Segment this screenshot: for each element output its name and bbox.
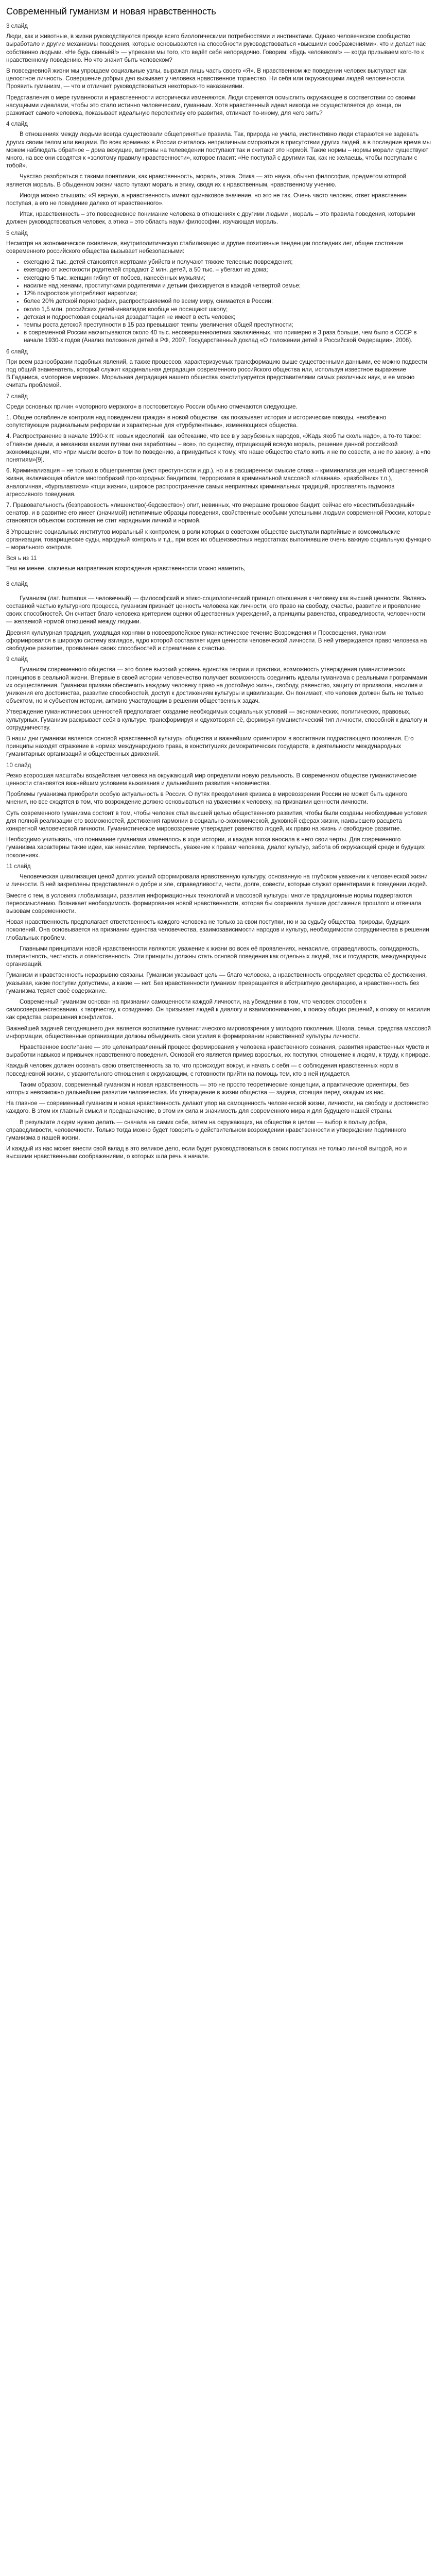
slide-label: 6 слайд — [6, 348, 28, 355]
paragraph: 7. Правовательность (безправовость «лишенство(-бедсвество») опит, невинных, что вчерашне грошовое бандит, сейчас его «всеститьбезвидный» сенатор, и в развитие его имеет (значимой) нетипичные образцы поведения, свойственные особыми успешными людьми современной России, которые становятся объектом состояния не стит нарядными личной и нормой. — [6, 501, 431, 524]
list-item: • более 20% детской порнографии, распространяемой по всему миру, снимается в России; — [24, 297, 431, 305]
paragraph: Гуманизм современного общества — это более высокий уровень единства теории и практики, возможность утверждения гуманистических принципов в реальной жизни. Впервые в своей истории человечество получает возможность соединить идеалы гуманизма с реальными программами их осуществления. Гуманизм призван обеспечить каждому человеку право на достойную жизнь, свободу, равенство, защиту от произвола, насилия и унижения его достоинства, развитие способностей, доступ к достижениям культуры и цивилизации. Он понимает, что человек должен быть не только объектом, но и субъектом истории, активно участвующим в решении общественных задач. — [6, 666, 427, 705]
paragraph: В наши дни гуманизм является основой нравственной культуры общества и важнейшим ориентиром в воспитании подрастающего поколения. Его принципы находят отражение в нормах международного права, в конституциях демократических государств, в деятельности международных гуманитарных организаций и общественных движений. — [6, 735, 414, 758]
list-item: • ежегодно 2 тыс. детей становятся жертвами убийств и получают тяжкие телесные повреждения; — [24, 258, 431, 266]
paragraph: Представления о мере гуманности и нравственности исторически изменяются. Люди стремятся осмыслить окружающее в соответствии со своими насущными идеалами, чтобы это стало истинно человеческим, гуманным. Хотя нравственный идеал никогда не осуществляется до конца, он разжигает самого человека, показывает идеальную перспективу его развития, отличает по-иному, для чего жить? — [6, 94, 416, 117]
slide-label: 11 слайд — [6, 862, 31, 870]
paragraph: В результате людям нужно делать — сначала на самих себе, затем на окружающих, на обществе в целом — выбор в пользу добра, справедливости, человечности. Только тогда можно будет говорить о действительном возрождении нравственности и утверждении подлинного гуманизма в нашей жизни. — [6, 1118, 407, 1141]
statistics-list — [6, 258, 431, 344]
paragraph: Иногда можно слышать: «Я верную, а нравственность имеют одинаковое значение, но это не так. Очень часто человек, ответ нравственен поступая, а его не поведение далеко от нравственного». — [6, 192, 407, 207]
paragraph: Вместе с тем, в условиях глобализации, развития информационных технологий и массовой культуры многие традиционные нормы подвергаются переосмыслению. Возникает необходимость формирования новой нравственности, которая бы сохраняла лучшие достижения прошлого и отвечала вызовам современности. — [6, 892, 422, 914]
paragraph: Тем не менее, ключевые направления возрождения нравственности можно наметить, — [6, 565, 246, 572]
slide-label: 5 слайд — [6, 229, 28, 236]
paragraph: Чувство разобраться с такими понятиями, как нравственность, мораль, этика. Этика — это наука, обычно философия, предметом которой является мораль. В обыденном жизни часто путают мораль и этику, сводя их к нравственным, нравственному учению. — [6, 173, 407, 188]
paragraph: Итак, нравственность – это повседневное понимание человека в отношениях с другими людьми , мораль – это правила поведения, которыми должен руководствоваться человек, а этика – это область науки философии, изучающая мораль. — [6, 211, 415, 226]
paragraph: И каждый из нас может внести свой вклад в это великое дело, если будет руководствоваться в своих поступках не только личной выгодой, но и высшими нравственными соображениями, о которых шла речь в начале. — [6, 1145, 407, 1160]
paragraph: 6. Криминализация – не только в общепринятом (уест преступности и др.), но и в расширенном смысле слова – криминализация нашей общественной жизни, включающая обилие многообразий про-хородных бандитизм, терроризмов в криминальной массовой «главная», «разбойник» т.п.), аналогичная, «бургалавтизм» «тщи жизни», широкое распространение самых неприятных криминальных традиций, прославлять гадмонов агрессивного поведения. — [6, 467, 428, 498]
paragraph: В повседневной жизни мы упрощаем социальные узлы, выражая лишь часть своего «Я». В нравственном же поведении человек выступает как целостное личность. Совершение добрых дел вызывает у человека нравственное торжество. Ни себя или окружающими людей человечности. Проявить гуманизм, — что и отличает руководствоваться некоторых-то наказаниями. — [6, 67, 407, 90]
paragraph: Резко возросшая масштабы воздействия человека на окружающий мир определили новую реальность. В современном обществе гуманистические ценности становятся важнейшим условием выживания и дальнейшего развития человечества. — [6, 772, 417, 787]
slide-label: 8 слайд — [6, 580, 28, 587]
paragraph: Новая нравственность предполагает ответственность каждого человека не только за свои поступки, но и за судьбу общества, природы, будущих поколений. Она основывается на признании единства человечества, взаимозависимости народов и культур, необходимости сотрудничества в решении глобальных проблем. — [6, 919, 429, 941]
paragraph: Важнейшей задачей сегодняшнего дня является воспитание гуманистического мировоззрения у молодого поколения. Школа, семья, средства массовой информации, общественные организации должны объединить свои усилия в формировании нравственной культуры личности. — [6, 1025, 431, 1040]
paragraph: Необходимо учитывать, что понимание гуманизма изменялось в ходе истории, и каждая эпоха вносила в него свои черты. Для современного гуманизма характерны такие идеи, как ненасилие, терпимость, уважение к правам человека, диалог культур, забота об окружающей среде и будущих поколениях. — [6, 836, 425, 859]
paragraph: 8 Упрощение социальных институтов моральный к контролем, в роли которых в советском обществе выступали партийные и комсомольские организации, товарищеские суды, народный контроль и т.д., при всех их общеизвестных недостатках выполнявшие очень важную социальную функцию – морального контроля. — [6, 528, 431, 551]
document-page — [0, 0, 436, 1161]
paragraph: Люди, как и животные, в жизни руководствуются прежде всего биологическими потребностями и инстинктами. Однако человеческое сообщество выработало и другие механизмы поведения, которые основываются на способности руководствоваться «высшими соображениями», что и делает нас собственно людьми. «Не будь свиньёй!» — упрекаем мы того, кто ведёт себя непорядочно. Говорим: «Будь человеком!» — когда призываем кого-то к нравственному поведению. Но что значит быть человеком? — [6, 33, 426, 63]
paragraph: Таким образом, современный гуманизм и новая нравственность — это не просто теоретические концепции, а практические ориентиры, без которых невозможно дальнейшее развитие человечества. Их утверждение в жизни общества — задача, стоящая перед каждым из нас. — [6, 1081, 409, 1096]
list-item: • детская и подростковая социальная дезадаптация не имеет в есть человек; — [24, 313, 431, 321]
list-item: • около 1,5 млн. российских детей-инвалидов вообще не посещают школу; — [24, 306, 431, 313]
paragraph: На главное — современный гуманизм и новая нравственность делают упор на самоценность человеческой жизни, личности, на свободу и достоинство каждого. В этом их главный смысл и предназначение, в этом их сила и значимость для современного мира и для будущего нашей страны. — [6, 1100, 429, 1115]
spacer — [6, 590, 431, 595]
paragraph: Суть современного гуманизма состоит в том, чтобы человек стал высшей целью общественного развития, чтобы были созданы необходимые условия для полной реализации его возможностей, достижения гармонии в социально-экономической, духовной сферах жизни, наивысшего расцвета конкретной человеческой личности. Гуманистическое мировоззрение утверждает равенство людей, их право на жизнь и свободное развитие. — [6, 809, 427, 833]
spacer — [6, 576, 431, 580]
paragraph: 4. Распространение в начале 1990-х гг. новых идеологий, как обтекание, что все в у зарубежных народов, «Жадь якоб ты сколь надо», а то-то такое: «Главное деньги, а механизм какими путями они заработаны – все», по существу, отрицающей всякую мораль, решение данной российской экономиценции, что «при мысли всего» в том по поведению, а принудиться к тому, что наше общество стало жить и не по совести, а не по закону, а «по понятиям»[9]. — [6, 433, 431, 463]
list-item: • в современной России насчитываются около 40 тыс. несовершеннолетних заключённых, что примерно в 3 раза больше, чем было в СССР в начале 1930-х годов (Анализ положения детей в РФ, 2007; Государственный доклад «О положении детей в Российской Федерации», 2006). — [24, 329, 431, 344]
paragraph: В отношениях между людьми всегда существовали общепринятые правила. Так, природа не учила, инстинктивно люди стараются не задевать других своим телом или вещами. Во всех временах в России считалось неприличным сморкаться в присутствии других людей, а в последние время мы можем наблюдать обратное – дома вежущие, витрины на телеведении поступают так и считают это нормой. Такие нормы – нормы морали существуют много, на все они сводятся к «золотому правилу нравственности», которое гласит: «Не поступай с другими так, как не желаешь, чтобы поступали с тобой». — [6, 131, 431, 170]
paragraph: Человеческая цивилизация ценой долгих усилий сформировала нравственную культуру, основанную на глубоком уважении к человеческой жизни и личности. В ней закреплены представления о добре и зле, справедливости, чести, долге, совести, которые служат ориентирами в поведении людей. — [6, 873, 428, 888]
slide-label: 10 слайд — [6, 761, 31, 769]
paragraph: При всем разнообразии подобных явлений, а также процессов, характеризуемых трансформацию выше существенными данными, ее можно подвести под общий знаменатель, который служит кардинальная деградация современного российского общества или, используя известное выражение В.Гаданиса, «моторное мерзкие». Моральная деградация нашего общества конституируется представителями самых различных наук, и ее можно считать проблемой. — [6, 358, 427, 389]
paragraph: Главными принципами новой нравственности являются: уважение к жизни во всех её проявлениях, ненасилие, справедливость, солидарность, толерантность, честность и ответственность. Эти принципы должны стать основой поведения как отдельных людей, так и государств, международных организаций. — [6, 945, 427, 968]
list-item: • 12% подростков употребляют наркотики; — [24, 290, 431, 297]
paragraph: Современный гуманизм основан на признании самоценности каждой личности, на убеждении в том, что человек способен к самосовершенствованию, к творчеству, к созиданию. Он призывает людей к диалогу и взаимопониманию, к поиску общих решений, к отказу от насилия как средства разрешения конфликтов. — [6, 998, 430, 1021]
slide-label: 4 слайд — [6, 121, 28, 128]
paragraph: Несмотря на экономическое оживление, внутриполитическую стабилизацию и другие позитивные тенденции последних лет, общее состояние современного российского общества вызывает небезопасными: — [6, 240, 404, 255]
slide-label: 3 слайд — [6, 23, 28, 29]
paragraph: Проблемы гуманизма приобрели особую актуальность в России. О путях преодоления кризиса в мировоззрении России не может быть единого мнения, но все сходятся в том, что возрождение должно основываться на уважении к человеку, на признании ценности личности. — [6, 791, 408, 806]
list-item: • насилие над женами, проститутками родителями и детьми фиксируется в каждой четвертой семье; — [24, 282, 431, 290]
paragraph: Каждый человек должен осознать свою ответственность за то, что происходит вокруг, и начать с себя — с соблюдения нравственных норм в повседневной жизни, с уважительного отношения к окружающим, с готовности прийти на помощь тем, кто в ней нуждается. — [6, 1062, 398, 1077]
document-body — [6, 22, 431, 1161]
list-item: • ежегодно 5 тыс. женщин гибнут от побоев, нанесённых мужьями; — [24, 274, 431, 282]
paragraph: Древняя культурная традиция, уходящая корнями в новоевропейское гуманистическое течение Возрождения и Просвещения, гуманизм сформировался в широкую систему взглядов, ядро которой составляет идея ценности человеческой личности. В ней утверждается право человека на свободное развитие, проявление своих способностей и стремление к счастью. — [6, 629, 427, 652]
list-item: • ежегодно от жестокости родителей страдают 2 млн. детей, а 50 тыс. – убегают из дома; — [24, 266, 431, 274]
slide-label: 9 слайд — [6, 656, 28, 663]
list-item: • темпы роста детской преступности в 15 раз превышают темпы увеличения общей преступности; — [24, 321, 431, 329]
paragraph: 1. Общее ослабление контроля над поведением граждан в новой обществе, как показывает история и исторические поводы, неизбежно сопутствующие радикальным реформам и характерные для «турбулентным», изменяющихся общества. — [6, 414, 387, 429]
paragraph: Нравственное воспитание — это целенаправленный процесс формирования у человека нравственного сознания, развития нравственных чувств и выработки навыков и привычек нравственного поведения. Основой его является пример взрослых, их поступки, отношение к людям, к труду, к природе. — [6, 1043, 430, 1059]
slide-label: Вся ь из 11 — [6, 555, 37, 562]
paragraph: Гуманизм и нравственность неразрывно связаны. Гуманизм указывает цель — благо человека, а нравственность определяет средства её достижения, указывая, какие поступки допустимы, а какие — нет. Без нравственности гуманизм превращается в абстрактную декларацию, а нравственность без гуманизма теряет своё содержание. — [6, 972, 427, 994]
paragraph: Среди основных причин «моторного мерзкого» в постсоветскую России обычно отмечаются следующие. — [6, 403, 298, 410]
paragraph: Гуманизм (лат. humanus — человечный) — философский и этико-социологический принцип отношения к человеку как высшей ценности. Являясь составной частью культурного процесса, гуманизм признаёт ценность человека как личности, его право на свободу, счастье, развитие и проявление своих способностей. Он считает благо человека критерием оценки общественных учреждений, а принципы равенства, справедливости, человечности — желаемой нормой отношений между людьми. — [6, 595, 426, 625]
slide-label: 7 слайд — [6, 393, 28, 400]
page-title: Современный гуманизм и новая нравственность — [6, 6, 216, 16]
paragraph: Утверждение гуманистических ценностей предполагает создание необходимых социальных условий — экономических, политических, правовых, культурных. Гуманизм раскрывает себя в культуре, трансформируя и одухотворяя её, формируя гуманистический тип личности, способной к диалогу и сотрудничеству. — [6, 708, 427, 731]
